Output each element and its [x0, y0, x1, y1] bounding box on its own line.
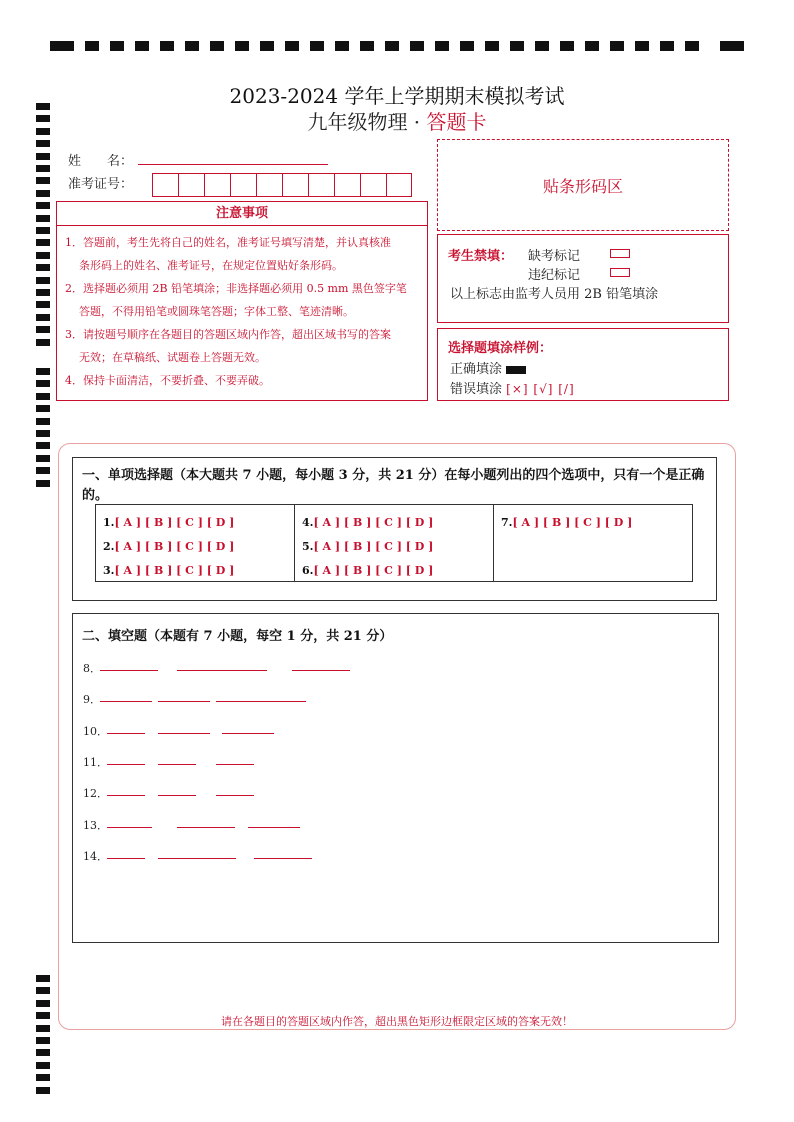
notice-item-line: 3．请按题号顺序在各题目的答题区域内作答，超出区域书写的答案 [65, 328, 391, 341]
timing-mark [36, 1049, 50, 1056]
choice-options[interactable]: [ A ] [ B ] [ C ] [ D ] [313, 540, 434, 553]
answer-blank[interactable] [107, 858, 145, 859]
choice-question[interactable] [103, 535, 294, 559]
answer-blank[interactable] [216, 764, 254, 765]
timing-mark [36, 165, 50, 172]
section2-box [72, 613, 719, 943]
timing-mark [36, 975, 50, 982]
timing-mark [660, 41, 674, 51]
timing-mark [36, 1074, 50, 1081]
answer-blank[interactable] [248, 827, 300, 828]
timing-mark [485, 41, 499, 51]
timing-mark [36, 140, 50, 147]
examiner-only-box [437, 234, 729, 323]
exam-id-label: 准考证号： [68, 177, 134, 192]
exam-id-digit-box[interactable] [308, 173, 334, 197]
choice-question[interactable] [302, 511, 493, 535]
exam-id-boxes[interactable] [152, 173, 412, 197]
answer-blank[interactable] [158, 858, 236, 859]
choice-options[interactable]: [ A ] [ B ] [ C ] [ D ] [114, 540, 235, 553]
fill-question-number: 10． [83, 724, 108, 738]
choice-column [96, 505, 295, 581]
answer-blank[interactable] [177, 670, 267, 671]
timing-mark [285, 41, 299, 51]
fill-question [83, 723, 108, 737]
choice-options[interactable]: [ A ] [ B ] [ C ] [ D ] [512, 516, 633, 529]
choice-question[interactable] [501, 511, 692, 535]
choice-question[interactable] [302, 559, 493, 583]
wrong-fill-marks: [×] [√] [/] [506, 382, 575, 396]
correct-fill-label: 正确填涂 [450, 362, 503, 377]
choice-question[interactable] [103, 511, 294, 535]
filled-mark-icon [506, 366, 526, 374]
choice-column [295, 505, 494, 581]
timing-mark [610, 41, 624, 51]
fill-question [83, 691, 101, 705]
timing-mark [585, 41, 599, 51]
exam-id-digit-box[interactable] [386, 173, 412, 197]
question-number: 7. [501, 516, 513, 529]
exam-id-digit-box[interactable] [178, 173, 204, 197]
answer-blank[interactable] [107, 733, 145, 734]
choice-options[interactable]: [ A ] [ B ] [ C ] [ D ] [313, 516, 434, 529]
section1-title: 一、单项选择题（本大题共 7 小题，每小题 3 分，共 21 分）在每小题列出的四个选项中，只有一个是正确的。 [82, 468, 705, 503]
notice-item-line: 2．选择题必须用 2B 铅笔填涂；非选择题必须用 0.5 mm 黑色签字笔 [65, 282, 407, 295]
choice-options[interactable]: [ A ] [ B ] [ C ] [ D ] [114, 564, 235, 577]
notice-item [57, 323, 427, 369]
timing-mark [36, 252, 50, 259]
examiner-note: 以上标志由监考人员用 2B 铅笔填涂 [450, 287, 659, 302]
answer-blank[interactable] [107, 764, 145, 765]
question-number: 2. [103, 540, 115, 553]
card-subtitle [0, 106, 794, 135]
timing-mark [410, 41, 424, 51]
timing-mark [36, 314, 50, 321]
timing-mark [36, 1087, 50, 1094]
timing-mark [110, 41, 124, 51]
timing-mark [36, 405, 50, 412]
answer-blank[interactable] [177, 827, 235, 828]
fill-question-number: 13． [83, 818, 108, 832]
exam-title: 2023-2024 学年上学期期末模拟考试 [229, 84, 565, 108]
answer-blank[interactable] [158, 795, 196, 796]
exam-id-digit-box[interactable] [152, 173, 178, 197]
answer-blank[interactable] [158, 733, 210, 734]
timing-mark [36, 480, 50, 487]
fill-question-number: 14． [83, 849, 108, 863]
timing-mark [36, 202, 50, 209]
timing-mark [36, 264, 50, 271]
notice-item-cont: 答题，不得用铅笔或圆珠笔答题；字体工整、笔迹清晰。 [79, 305, 354, 318]
notice-item-line: 1．答题前，考生先将自己的姓名，准考证号填写清楚，并认真核准 [65, 236, 391, 249]
notice-item-line: 4．保持卡面清洁，不要折叠、不要弄破。 [65, 374, 270, 387]
choice-options[interactable]: [ A ] [ B ] [ C ] [ D ] [114, 516, 235, 529]
subtitle-subject: 九年级物理 · [307, 110, 427, 134]
fill-question-number: 8． [83, 662, 101, 675]
timing-mark [36, 467, 50, 474]
answer-blank[interactable] [107, 827, 152, 828]
timing-mark [36, 418, 50, 425]
answer-blank[interactable] [100, 701, 152, 702]
timing-mark [36, 987, 50, 994]
barcode-label: 贴条形码区 [542, 176, 623, 196]
wrong-fill-row [450, 378, 575, 397]
notice-title: 注意事项 [57, 202, 427, 226]
timing-mark [36, 1062, 50, 1069]
fill-question-number: 11． [83, 755, 108, 769]
timing-mark [235, 41, 249, 51]
question-number: 6. [302, 564, 314, 577]
name-label: 姓 名： [68, 154, 134, 169]
timing-mark [160, 41, 174, 51]
timing-mark [135, 41, 149, 51]
timing-mark [36, 277, 50, 284]
question-number: 1. [103, 516, 115, 529]
timing-mark [36, 227, 50, 234]
notice-box [56, 201, 428, 401]
timing-mark [360, 41, 374, 51]
name-field[interactable] [138, 164, 328, 165]
fill-question [83, 785, 108, 799]
timing-mark [36, 177, 50, 184]
absent-mark-label: 缺考标记 [528, 249, 581, 264]
answer-blank[interactable] [107, 795, 145, 796]
question-number: 3. [103, 564, 115, 577]
question-number: 4. [302, 516, 314, 529]
choice-question[interactable] [302, 535, 493, 559]
timing-mark [36, 339, 50, 346]
top-timing-marks [50, 40, 746, 52]
exam-id-digit-box[interactable] [334, 173, 360, 197]
answer-blank[interactable] [254, 858, 312, 859]
section2-title: 二、填空题（本题有 7 小题，每空 1 分，共 21 分） [82, 629, 393, 644]
barcode-area [437, 139, 729, 231]
notice-item [57, 369, 427, 392]
timing-mark [36, 393, 50, 400]
timing-mark [36, 289, 50, 296]
answer-blank[interactable] [158, 701, 210, 702]
notice-item-cont: 条形码上的姓名、准考证号，在规定位置贴好条形码。 [79, 259, 343, 272]
violation-mark-box[interactable] [610, 268, 630, 277]
timing-mark [36, 190, 50, 197]
choice-column [494, 505, 692, 581]
timing-mark [36, 368, 50, 375]
answer-blank[interactable] [216, 795, 254, 796]
timing-mark [36, 301, 50, 308]
timing-mark [36, 430, 50, 437]
timing-mark [635, 41, 649, 51]
footer-warning: 请在各题目的答题区域内作答，超出黑色矩形边框限定区域的答案无效！ [221, 1015, 573, 1028]
notice-item [57, 277, 427, 323]
absent-mark-box[interactable] [610, 249, 630, 258]
choice-options[interactable]: [ A ] [ B ] [ C ] [ D ] [313, 564, 434, 577]
timing-mark [720, 41, 744, 51]
exam-id-digit-box[interactable] [282, 173, 308, 197]
timing-mark [36, 239, 50, 246]
answer-blank[interactable] [216, 701, 306, 702]
timing-mark [36, 442, 50, 449]
answer-blank[interactable] [158, 764, 196, 765]
timing-mark [560, 41, 574, 51]
fill-sample-box [437, 328, 729, 401]
fill-question [83, 660, 101, 674]
exam-id-digit-box[interactable] [230, 173, 256, 197]
notice-item-cont: 无效；在草稿纸、试题卷上答题无效。 [79, 351, 266, 364]
correct-fill-row [450, 358, 526, 377]
wrong-fill-label: 错误填涂 [450, 382, 503, 397]
examiner-only-title: 考生禁填： [448, 249, 514, 264]
timing-mark [685, 41, 699, 51]
notice-item [57, 231, 427, 277]
timing-mark [435, 41, 449, 51]
timing-mark [36, 1037, 50, 1044]
timing-mark [210, 41, 224, 51]
timing-mark [535, 41, 549, 51]
timing-mark [36, 153, 50, 160]
timing-mark [310, 41, 324, 51]
subtitle-answer-card: 答题卡 [426, 110, 487, 134]
timing-mark [36, 1000, 50, 1007]
answer-blank[interactable] [222, 733, 274, 734]
fill-question [83, 817, 108, 831]
exam-id-digit-box[interactable] [204, 173, 230, 197]
fill-sample-title: 选择题填涂样例： [448, 341, 553, 356]
choice-question[interactable] [103, 559, 294, 583]
timing-mark [50, 41, 74, 51]
timing-mark [36, 215, 50, 222]
exam-id-digit-box[interactable] [256, 173, 282, 197]
answer-blank[interactable] [100, 670, 158, 671]
fill-question [83, 848, 108, 862]
fill-question-number: 12． [83, 787, 108, 801]
timing-mark [260, 41, 274, 51]
timing-mark [185, 41, 199, 51]
exam-id-digit-box[interactable] [360, 173, 386, 197]
timing-mark [335, 41, 349, 51]
timing-mark [85, 41, 99, 51]
timing-mark [460, 41, 474, 51]
timing-mark [36, 455, 50, 462]
timing-mark [385, 41, 399, 51]
timing-mark [510, 41, 524, 51]
timing-mark [36, 380, 50, 387]
timing-mark [36, 326, 50, 333]
fill-question-number: 9． [83, 693, 101, 707]
violation-mark-label: 违纪标记 [528, 268, 581, 283]
answer-blank[interactable] [292, 670, 350, 671]
fill-question [83, 754, 108, 768]
question-number: 5. [302, 540, 314, 553]
choice-grid [95, 504, 693, 582]
